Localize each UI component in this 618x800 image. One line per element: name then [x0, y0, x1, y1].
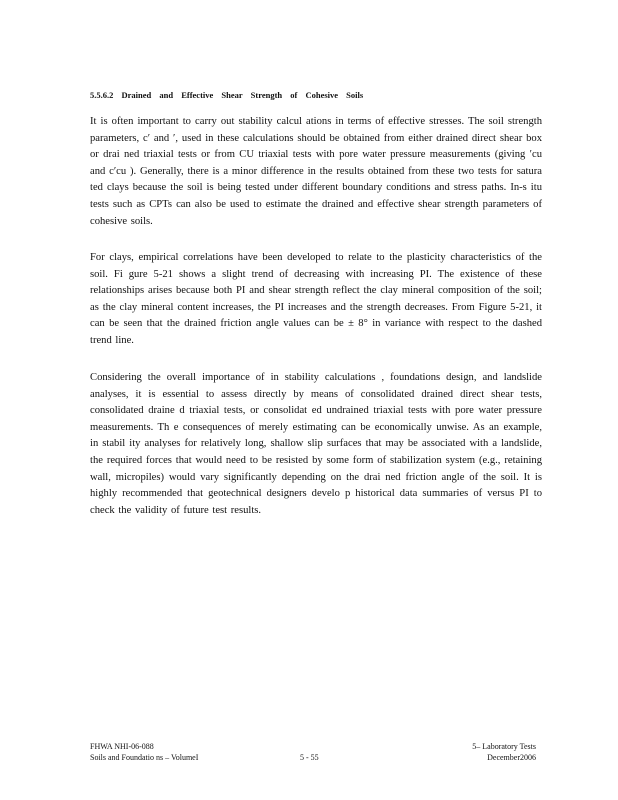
footer-volume: Soils and Foundatio ns – VolumeI	[90, 753, 199, 762]
page-number: 5 - 55	[300, 753, 319, 762]
footer-right	[472, 741, 536, 763]
section-heading: 5.5.6.2 Drained and Effective Shear Strength of Cohesive Soils	[90, 90, 364, 100]
footer-chapter: 5– Laboratory Tests	[472, 742, 536, 751]
footer-date: December2006	[487, 753, 536, 762]
paragraph-effective-stress: It is often important to carry out stability calcul ations in terms of effective stresses. The soil strength parameters, c′ and ′, used in these calculations should be obtained from either drained direct shear box or drai ned triaxial tests or from CU triaxial tests with pore water pressure measurements (giving ′cu and c′cu ). Generally, there is a minor difference in the results obtained from these two tests for satura ted clays because the soil is being tested under different boundary conditions and stress paths. In-s itu tests such as CPTs can also be used to estimate the drained and effective shear strength parameters of cohesive soils.	[90, 116, 542, 227]
footer-document-number: FHWA NHI-06-088	[90, 742, 154, 751]
footer-left	[90, 741, 198, 763]
paragraph-empirical-correlations: For clays, empirical correlations have been developed to relate to the plasticity characteristics of the soil. Fi gure 5-21 shows a slight trend of decreasing with increasing PI. The existence of these relationships arises because both PI and shear strength reflect the clay mineral composition of the soil; as the clay mineral content increases, the PI increases and the strength decreases. From Figure 5-21, it can be seen that the drained friction angle values can be ± 8° in variance with respect to the dashed trend line.	[90, 252, 542, 346]
paragraph-importance: Considering the overall importance of in stability calculations , foundations design, and landslide analyses, it is essential to assess directly by means of consolidated drained direct shear tests, consolidated draine d triaxial tests, or consolidat ed undrained triaxial tests with pore water pressure measurements. Th e consequences of merely estimating can be economically unwise. As an example, in stabil ity analyses for relatively long, shallow slip surfaces that may be associated with a landslide, the required forces that would need to be resisted by some form of stabilization system (e.g., retaining wall, micropiles) would vary significantly depending on the drai ned friction angle of the soil. It is highly recommended that geotechnical designers develo p historical data summaries of versus PI to check the validity of future test results.	[90, 372, 542, 516]
